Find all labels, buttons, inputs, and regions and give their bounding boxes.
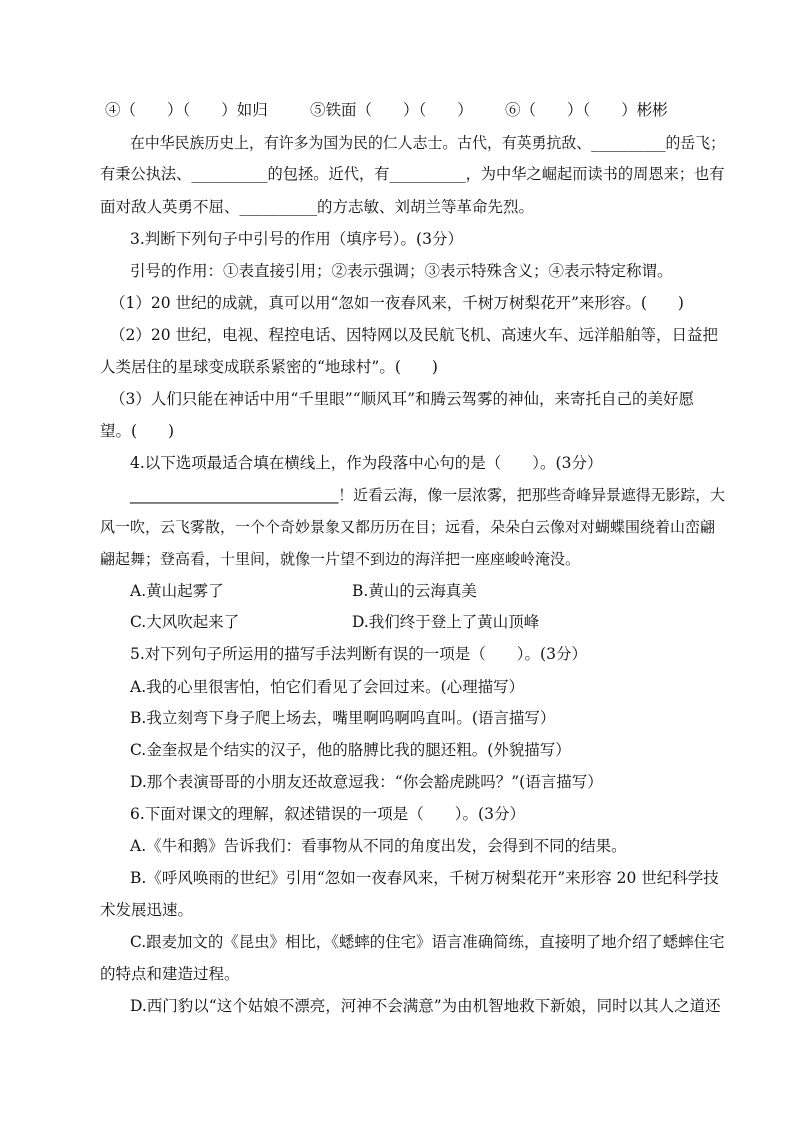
q3-item-3-line-2: 望。( ) [100,422,175,440]
q5-option-d: D.那个表演哥哥的小朋友还故意逗我：“你会豁虎跳吗？”(语言描写） [130,773,603,791]
q6-option-b-line-1: B.《呼风唤雨的世纪》引用“忽如一夜春风来，千树万树梨花开”来形容 20 世纪科学技 [130,869,719,887]
q4-passage-line-2: 风一吹，云飞雾散，一个个奇妙景象又都历历在目；远看，朵朵白云像对对蝴蝶围绕着山峦翩 [100,518,716,536]
q3-item-1: （1）20 世纪的成就，真可以用“忽如一夜春风来，千树万树梨花开”来形容。( ) [110,294,684,312]
q5-option-c: C.金奎叔是个结实的汉子，他的胳膊比我的腿还粗。(外貌描写） [130,741,571,759]
q2-option-5: ⑤铁面（ ）（ ） [310,101,473,119]
q4-passage-line-1: ____________________________！近看云海，像一层浓雾，把那些奇峰异景遮得无影踪，大 [130,486,726,504]
q3-item-2-line-1: （2）20 世纪，电视、程控电话、因特网以及民航飞机、高速火车、远洋船舶等，日益把 [110,326,719,344]
q6-option-d-line-1: D.西门豹以“这个姑娘不漂亮，河神不会满意”为由机智地救下新娘，同时以其人之道还 [130,997,721,1015]
q2-paragraph-line-3: 面对敌人英勇不屈、__________的方志敏、刘胡兰等革命先烈。 [100,198,535,216]
q3-item-3-line-1: （3）人们只能在神话中用“千里眼”“顺风耳”和腾云驾雾的神仙，来寄托自己的美好愿 [110,390,695,408]
q6-option-c-line-2: 的特点和建造过程。 [100,965,240,983]
q6-title: 6.下面对课文的理解，叙述错误的一项是（ ）。(3分） [130,805,525,823]
q4-title: 4.以下选项最适合填在横线上，作为段落中心句的是（ ）。(3分） [130,454,603,472]
q3-item-2-line-2: 人类居住的星球变成联系紧密的“地球村”。( ) [100,358,438,376]
q2-option-4: ④（ ）（ ）如归 [105,101,268,119]
q3-legend: 引号的作用：①表直接引用；②表示强调；③表示特殊含义；④表示特定称谓。 [130,262,673,280]
q4-passage-line-3: 翩起舞；登高看，十里间，就像一片望不到边的海洋把一座座峻岭淹没。 [100,550,581,568]
q4-option-b: B.黄山的云海真美 [352,582,477,600]
q5-title: 5.对下列句子所运用的描写手法判断有误的一项是（ ）。(3分） [130,645,587,663]
q6-option-b-line-2: 术发展迅速。 [100,901,194,919]
q2-options-row [105,100,725,120]
q3-title: 3.判断下列句子中引号的作用（填序号）。(3分） [130,230,463,248]
q4-option-c: C.大风吹起来了 [130,613,240,631]
q6-option-a: A.《牛和鹅》告诉我们：看事物从不同的角度出发，会得到不同的结果。 [130,837,627,855]
q6-option-c-line-1: C.跟麦加文的《昆虫》相比，《蟋蟀的住宅》语言准确简练，直接明了地介绍了蟋蟀住宅 [130,933,725,951]
q5-option-a: A.我的心里很害怕，怕它们看见了会回过来。(心理描写） [130,678,525,696]
q4-option-a: A.黄山起雾了 [130,582,224,600]
q2-paragraph-line-2: 有秉公执法、__________的包拯。近代，有__________，为中华之崛起而读书的周恩来；也有 [100,165,725,183]
q2-option-6: ⑥（ ）（ ）彬彬 [505,101,668,119]
q4-option-d: D.我们终于登上了黄山顶峰 [352,613,540,631]
q5-option-b: B.我立刻弯下身子爬上场去，嘴里啊呜啊呜直叫。(语言描写） [130,709,556,727]
q2-paragraph-line-1: 在中华民族历史上，有许多为国为民的仁人志士。古代，有英勇抗敌、__________的岳飞； [130,134,726,152]
